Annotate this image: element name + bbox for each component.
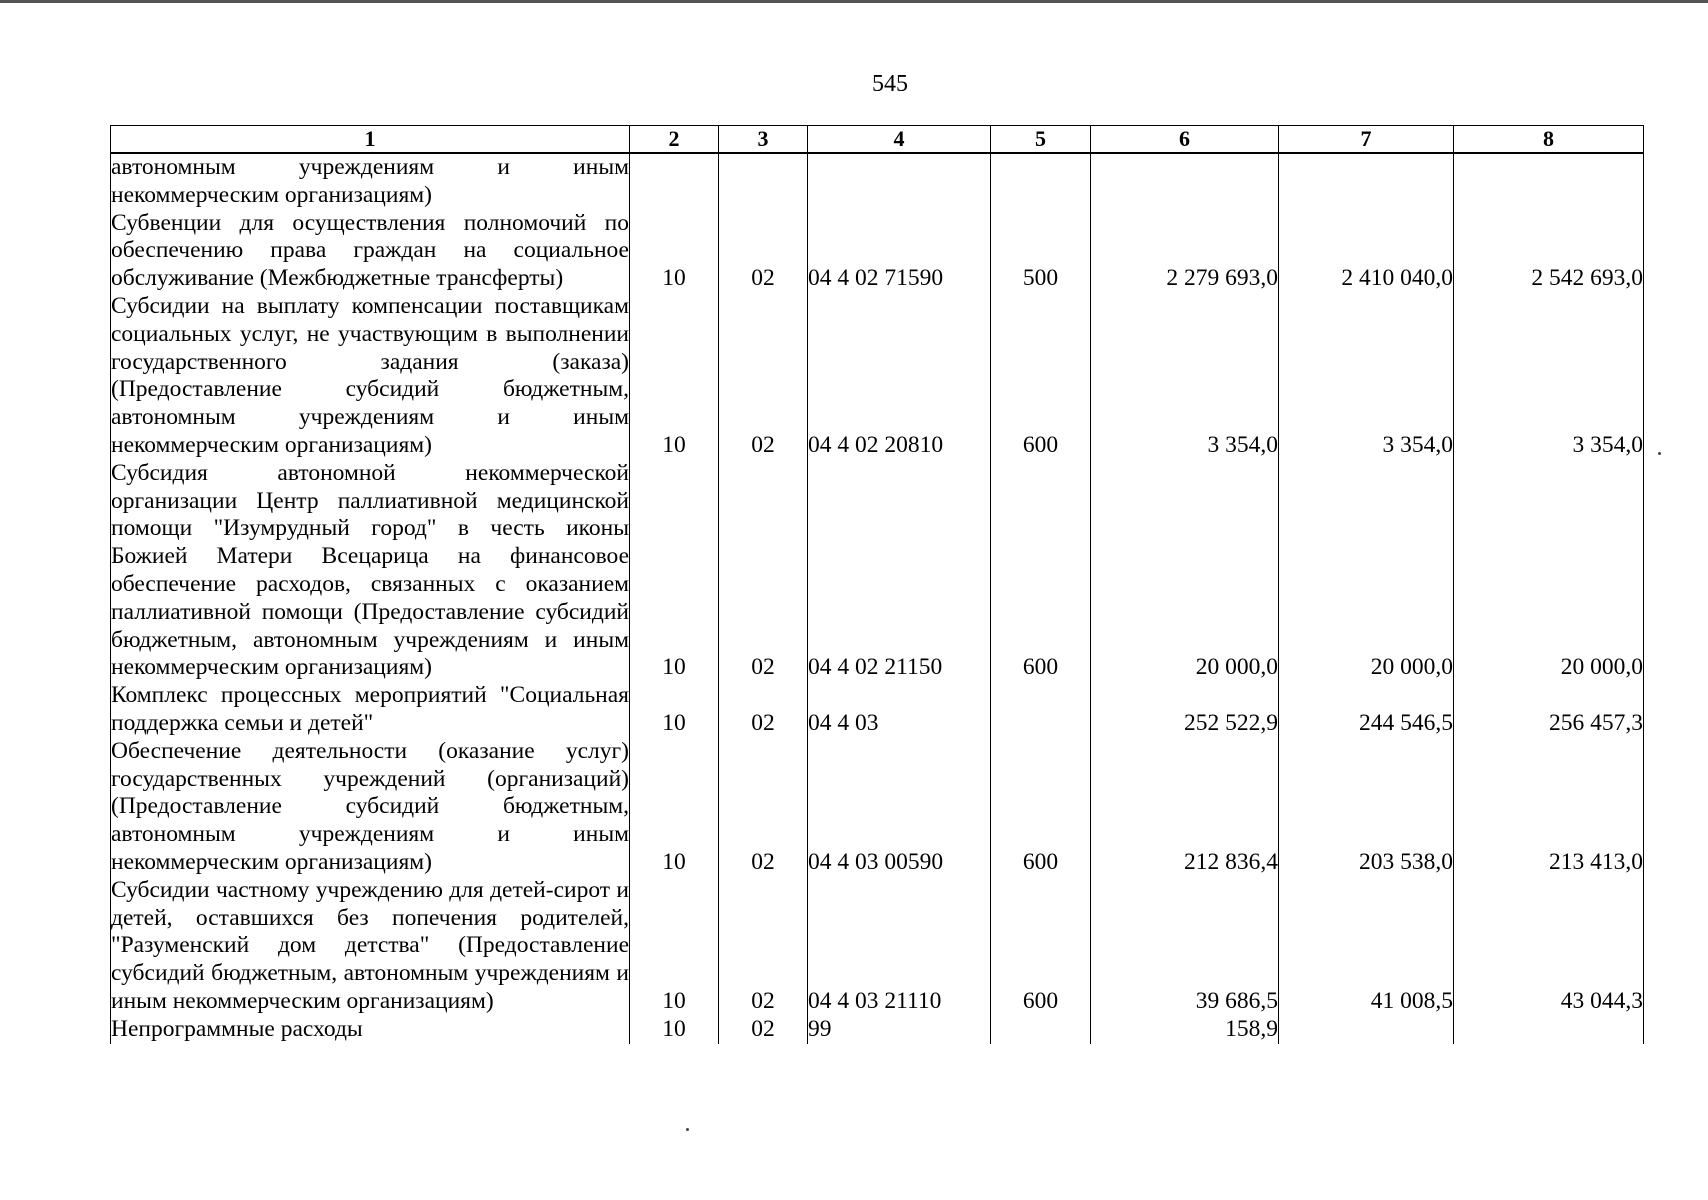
column-header: 2 — [630, 126, 719, 154]
cell-subsection: 02 — [719, 682, 808, 738]
cell-section: 10 — [630, 682, 719, 738]
column-header: 8 — [1454, 126, 1644, 154]
cell-amount-col8: 43 044,3 — [1454, 877, 1644, 1016]
cell-amount-col8: 3 354,0 — [1454, 293, 1644, 460]
cell-section — [630, 153, 719, 210]
cell-target-article — [808, 153, 991, 210]
cell-amount-col7: 203 538,0 — [1279, 738, 1454, 877]
row-description: Субсидии частному учреждению для детей-сирот и детей, оставшихся без попечения родителей, "Разуменский дом детства" (Предоставление субсидий бюджетным, автономным учреждениям и иным некоммерческим организациям) — [111, 876, 629, 1014]
column-header: 5 — [991, 126, 1091, 154]
cell-subsection: 02 — [719, 877, 808, 1016]
column-header: 3 — [719, 126, 808, 154]
cell-section: 10 — [630, 210, 719, 293]
row-description: Комплекс процессных мероприятий "Социальная поддержка семьи и детей" — [111, 682, 629, 736]
cell-amount-col8: 256 457,3 — [1454, 682, 1644, 738]
cell-subsection: 02 — [719, 293, 808, 460]
cell-amount-col6: 252 522,9 — [1091, 682, 1279, 738]
table-row — [111, 682, 1644, 738]
table-row — [111, 153, 1644, 210]
cell-expense-type: 600 — [991, 460, 1091, 682]
cell-expense-type: 600 — [991, 293, 1091, 460]
row-description: Субсидия автономной некоммерческой организации Центр паллиативной медицинской помощи "Изумрудный город" в честь иконы Божией Матери Всецарица на финансовое обеспечение расходов, связанных с оказанием паллиативной помощи (Предоставление субсидий бюджетным, автономным учреждениям и иным некоммерческим организациям) — [111, 459, 629, 681]
cell-subsection: 02 — [719, 460, 808, 682]
cell-target-article: 04 4 03 — [808, 682, 991, 738]
row-description: Субвенции для осуществления полномочий по обеспечению права граждан на социальное обслуживание (Межбюджетные трансферты) — [111, 209, 629, 292]
cell-amount-col6: 20 000,0 — [1091, 460, 1279, 682]
page-number: 545 — [872, 71, 908, 97]
cell-section: 10 — [630, 1016, 719, 1044]
cell-amount-col6: 39 686,5 — [1091, 877, 1279, 1016]
cell-subsection: 02 — [719, 1016, 808, 1044]
scan-speck — [1658, 452, 1661, 455]
cell-subsection — [719, 153, 808, 210]
row-description: Субсидии на выплату компенсации поставщикам социальных услуг, не участвующим в выполнении государственного задания (заказа) (Предоставление субсидий бюджетным, автономным учреждениям и иным некоммерческим организациям) — [111, 292, 629, 458]
cell-amount-col7: 41 008,5 — [1279, 877, 1454, 1016]
table-row — [111, 877, 1644, 1016]
cell-amount-col7: 3 354,0 — [1279, 293, 1454, 460]
column-header: 7 — [1279, 126, 1454, 154]
row-description: Обеспечение деятельности (оказание услуг) государственных учреждений (организаций) (Предоставление субсидий бюджетным, автономным учреждениям и иным некоммерческим организациям) — [111, 737, 629, 875]
column-header: 6 — [1091, 126, 1279, 154]
cell-amount-col7 — [1279, 1016, 1454, 1044]
row-description: Непрограммные расходы — [111, 1016, 630, 1044]
cell-target-article: 04 4 03 21110 — [808, 877, 991, 1016]
cell-amount-col7 — [1279, 153, 1454, 210]
cell-target-article: 99 — [808, 1016, 991, 1044]
scan-top-edge — [0, 0, 1708, 3]
cell-expense-type — [991, 1016, 1091, 1044]
table-row — [111, 210, 1644, 293]
cell-amount-col6: 212 836,4 — [1091, 738, 1279, 877]
budget-table — [110, 125, 1644, 1044]
column-number-header — [111, 126, 1644, 154]
cell-subsection: 02 — [719, 210, 808, 293]
cell-subsection: 02 — [719, 738, 808, 877]
cell-amount-col7: 20 000,0 — [1279, 460, 1454, 682]
cell-expense-type — [991, 153, 1091, 210]
cell-section: 10 — [630, 877, 719, 1016]
cell-amount-col7: 244 546,5 — [1279, 682, 1454, 738]
cell-target-article: 04 4 02 71590 — [808, 210, 991, 293]
cell-amount-col8: 213 413,0 — [1454, 738, 1644, 877]
cell-amount-col6: 2 279 693,0 — [1091, 210, 1279, 293]
cell-amount-col8: 2 542 693,0 — [1454, 210, 1644, 293]
cell-target-article: 04 4 02 20810 — [808, 293, 991, 460]
cell-section: 10 — [630, 738, 719, 877]
cell-target-article: 04 4 02 21150 — [808, 460, 991, 682]
table-row — [111, 293, 1644, 460]
cell-target-article: 04 4 03 00590 — [808, 738, 991, 877]
table-row — [111, 738, 1644, 877]
cell-amount-col6: 3 354,0 — [1091, 293, 1279, 460]
cell-section: 10 — [630, 293, 719, 460]
column-header: 4 — [808, 126, 991, 154]
row-description: автономным учреждениям и иным некоммерческим организациям) — [111, 154, 629, 208]
cell-expense-type: 600 — [991, 738, 1091, 877]
cell-amount-col8 — [1454, 1016, 1644, 1044]
cell-amount-col6 — [1091, 153, 1279, 210]
cell-expense-type: 600 — [991, 877, 1091, 1016]
cell-amount-col6: 158,9 — [1091, 1016, 1279, 1044]
scan-speck — [686, 1128, 689, 1131]
cell-expense-type: 500 — [991, 210, 1091, 293]
cell-expense-type — [991, 682, 1091, 738]
cell-amount-col8: 20 000,0 — [1454, 460, 1644, 682]
table-row — [111, 1016, 1644, 1044]
table-row — [111, 460, 1644, 682]
cell-section: 10 — [630, 460, 719, 682]
cell-amount-col7: 2 410 040,0 — [1279, 210, 1454, 293]
column-header: 1 — [111, 126, 630, 154]
cell-amount-col8 — [1454, 153, 1644, 210]
